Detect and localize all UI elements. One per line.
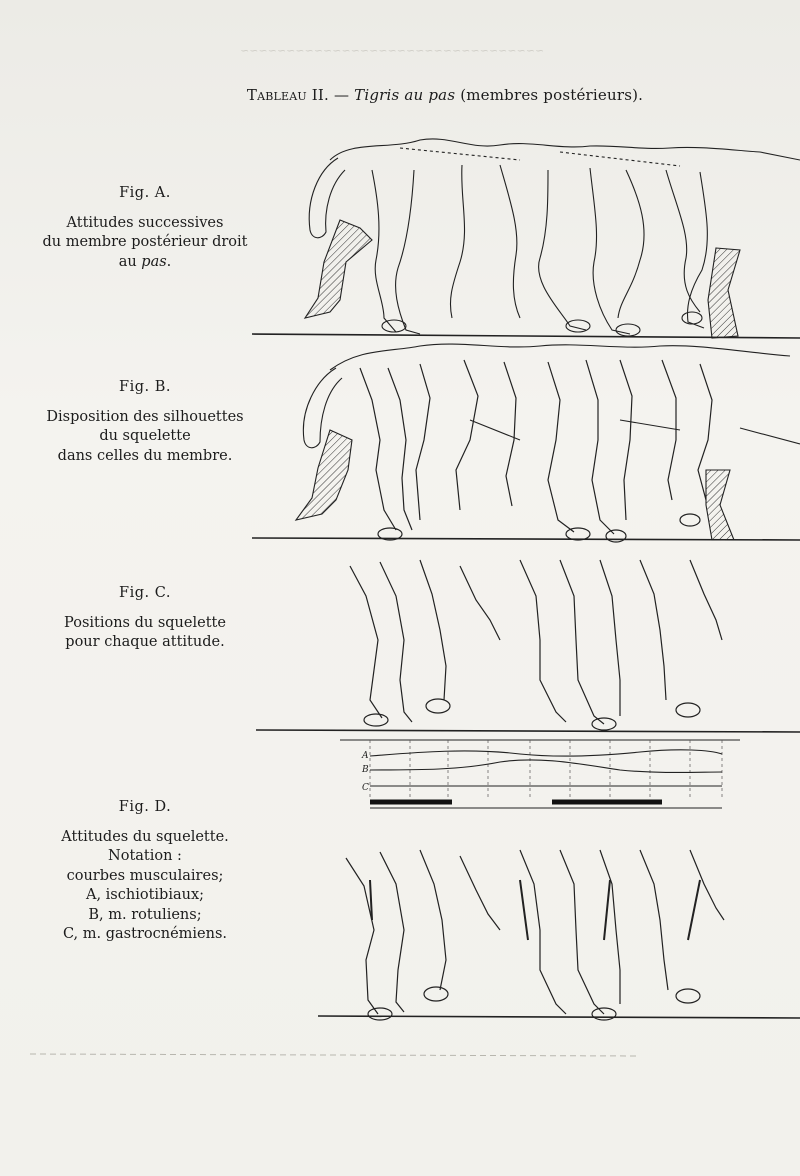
- fig-a-leg: [396, 170, 420, 334]
- fig-b-paw: [680, 514, 700, 526]
- fig-a-line-3-em: pas: [141, 253, 167, 270]
- fig-c-skeleton: [420, 560, 446, 700]
- fig-c-paw: [426, 699, 450, 713]
- fig-c-paw: [676, 703, 700, 717]
- title-suffix: (membres postérieurs).: [455, 86, 644, 104]
- notation-letter-c: C: [362, 783, 369, 793]
- fig-c-skeleton: [350, 566, 382, 718]
- fig-c-skeleton: [690, 560, 722, 640]
- fig-a-paw: [682, 312, 702, 324]
- fig-b-line-1: Disposition des silhouettes: [46, 408, 244, 425]
- fig-b-silhouette-line: [470, 420, 800, 444]
- fig-b-paw: [606, 530, 626, 542]
- fig-c-skeleton: [380, 562, 412, 722]
- fig-c-skeleton: [460, 566, 500, 640]
- fig-b-skeleton: [586, 360, 614, 534]
- fig-d-paw: [368, 1008, 392, 1020]
- fig-b-skeleton: [388, 368, 412, 530]
- fig-b-back-line: [330, 344, 790, 370]
- title-subject: Tigris au pas: [354, 86, 456, 104]
- fig-a-hatched-leg-right: [708, 248, 740, 338]
- fig-a-label: Fig. A.: [119, 185, 171, 201]
- fig-d-skeleton: [560, 850, 604, 1014]
- fig-d-skeleton: [460, 856, 500, 930]
- fig-a-leg: [590, 168, 630, 334]
- fig-a-line-2: du membre postérieur droit: [42, 234, 248, 250]
- fig-c-label: Fig. C.: [119, 585, 171, 601]
- fig-c-paw: [364, 714, 388, 726]
- fig-b-skeletons: [360, 360, 712, 542]
- fig-d-skeleton: [346, 858, 378, 1014]
- fig-b-paw: [566, 528, 590, 540]
- fig-b-silhouettes: [296, 344, 800, 540]
- fig-b-hatched-leg-right: [706, 470, 734, 540]
- fig-d-skeleton: [640, 850, 668, 990]
- bottom-faint-rule: [30, 1054, 640, 1056]
- fig-d-line-4: A, ischiotibiaux;: [85, 887, 205, 903]
- verso-show-through: ~~~~~~~~~~~~~~~~~~~~~~~~~~~~~~~~~: [240, 44, 545, 57]
- fig-b-skeleton: [456, 360, 478, 510]
- fig-a-paw: [616, 324, 640, 336]
- fig-a-leg: [666, 170, 700, 312]
- fig-b-skeleton: [662, 360, 676, 500]
- fig-a-line-3-prefix: au: [118, 253, 142, 270]
- fig-c-line-1: Positions du squelette: [64, 614, 226, 631]
- fig-d-paw: [676, 989, 700, 1003]
- fig-d-line-3: courbes musculaires;: [66, 867, 224, 884]
- fig-c-skeleton: [640, 560, 666, 700]
- fig-a-back-line-dashed: [400, 148, 680, 166]
- fig-b-line-2: du squelette: [99, 428, 191, 444]
- fig-a-leg: [688, 172, 708, 328]
- curve-a: [370, 750, 722, 756]
- fig-c-skeleton: [560, 560, 604, 724]
- fig-b-skeleton: [416, 364, 430, 520]
- notation-letter-a: A: [362, 751, 369, 761]
- fig-c-skeleton: [520, 560, 566, 722]
- fig-d-line-5: B, m. rotuliens;: [88, 906, 202, 923]
- fig-d-notation: [340, 740, 740, 808]
- fig-c-skeleton: [600, 560, 620, 716]
- curve-b: [370, 760, 722, 773]
- fig-b-line-3: dans celles du membre.: [57, 447, 233, 464]
- fig-b-skeleton: [360, 368, 396, 530]
- fig-d-skeleton: [600, 850, 620, 1004]
- title-prefix: Tableau II.: [246, 86, 330, 104]
- fig-a-back-line: [330, 139, 800, 160]
- fig-b-hatched-leg-left: [296, 430, 352, 520]
- fig-d-line-1: Attitudes du squelette.: [61, 828, 229, 845]
- fig-d-paw: [424, 987, 448, 1001]
- fig-a-leg: [500, 165, 520, 318]
- fig-c-skeletons: [350, 560, 722, 730]
- fig-a-leg: [539, 170, 586, 330]
- fig-d-line-2: Notation :: [108, 848, 182, 864]
- fig-d-label: Fig. D.: [118, 799, 172, 815]
- fig-a-hatched-leg-left: [305, 220, 372, 318]
- fig-d-skeleton: [380, 852, 404, 1012]
- fig-a-leg: [372, 170, 396, 332]
- fig-a-line-1: Attitudes successives: [66, 214, 224, 231]
- fig-a-silhouettes: [305, 139, 800, 338]
- title-dash: —: [329, 86, 355, 104]
- fig-b-skeleton: [548, 362, 574, 532]
- fig-c-line-2: pour chaque attitude.: [65, 634, 225, 650]
- fig-d-skeletons: [346, 850, 724, 1020]
- fig-b-skeleton: [620, 360, 632, 520]
- fig-d-skeleton: [420, 850, 446, 990]
- fig-d-line-6: C, m. gastrocnémiens.: [62, 926, 228, 942]
- notation-letter-b: B: [362, 765, 369, 775]
- fig-c-ground-line: [256, 730, 800, 732]
- fig-a-line-3-suffix: .: [166, 253, 172, 270]
- fig-a-leg: [450, 165, 464, 318]
- fig-a-leg: [618, 170, 644, 318]
- fig-b-label: Fig. B.: [119, 379, 171, 395]
